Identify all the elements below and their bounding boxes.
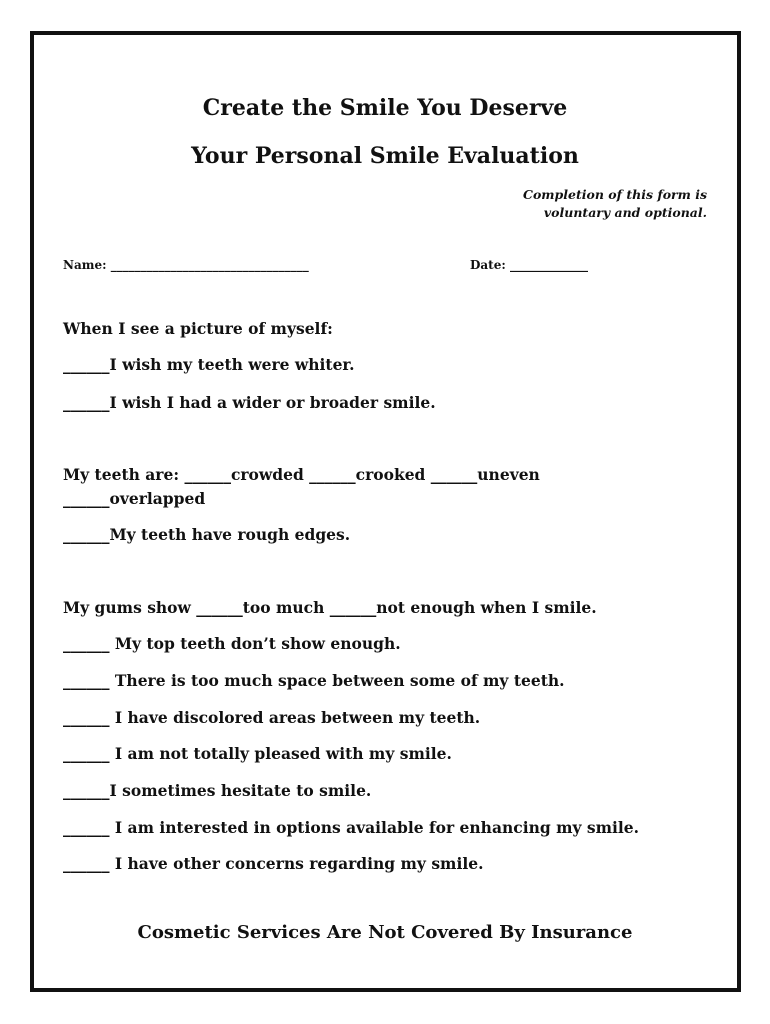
checklist-item[interactable]	[63, 354, 355, 376]
checklist-item[interactable]	[63, 392, 436, 414]
item-text: I sometimes hesitate to smile.	[109, 781, 372, 800]
voluntary-note-line1: Completion of this form is	[523, 187, 707, 202]
item-text: My teeth have rough edges.	[109, 525, 351, 544]
name-field[interactable]	[63, 257, 309, 273]
checklist-item[interactable]	[63, 670, 565, 692]
check-blank[interactable]: ______	[63, 525, 110, 544]
check-blank[interactable]: ______	[63, 671, 110, 690]
check-blank[interactable]: ______	[63, 744, 110, 763]
page-title: Create the Smile You Deserve	[202, 95, 568, 121]
check-blank[interactable]: ______	[63, 393, 110, 412]
name-label: Name:	[63, 258, 111, 272]
item-text: My top teeth don’t show enough.	[109, 634, 401, 653]
voluntary-note-line2: voluntary and optional.	[543, 205, 707, 220]
checklist-item[interactable]	[63, 524, 350, 546]
check-blank[interactable]: ______	[63, 781, 110, 800]
checklist-item[interactable]	[63, 780, 371, 802]
checklist-item[interactable]	[63, 817, 639, 839]
gums-options-line[interactable]: My gums show ______too much ______not enough when I smile.	[63, 598, 597, 617]
check-blank[interactable]: ______	[63, 708, 110, 727]
item-text: I have discolored areas between my teeth.	[109, 708, 481, 727]
teeth-options-line2[interactable]: ______overlapped	[63, 489, 206, 508]
page-subtitle: Your Personal Smile Evaluation	[191, 143, 579, 169]
item-text: There is too much space between some of my teeth.	[109, 671, 565, 690]
check-blank[interactable]: ______	[63, 634, 110, 653]
page-border	[30, 31, 741, 992]
item-text: I am interested in options available for enhancing my smile.	[109, 818, 640, 837]
item-text: I have other concerns regarding my smile.	[109, 854, 484, 873]
section-picture-heading: When I see a picture of myself:	[63, 319, 333, 338]
checklist-item[interactable]	[63, 707, 480, 729]
teeth-options-line[interactable]: My teeth are: ______crowded ______crooked ______uneven	[63, 465, 540, 484]
check-blank[interactable]: ______	[63, 355, 110, 374]
checklist-item[interactable]	[63, 633, 401, 655]
voluntary-note	[467, 186, 707, 222]
insurance-disclaimer: Cosmetic Services Are Not Covered By Insurance	[137, 922, 633, 943]
checklist-item[interactable]	[63, 853, 483, 875]
check-blank[interactable]: ______	[63, 854, 110, 873]
date-blank[interactable]: _____________	[509, 258, 588, 272]
name-blank[interactable]: _________________________________	[110, 258, 309, 272]
date-label: Date:	[470, 258, 510, 272]
checklist-item[interactable]	[63, 743, 452, 765]
item-text: I wish I had a wider or broader smile.	[109, 393, 436, 412]
item-text: I am not totally pleased with my smile.	[109, 744, 452, 763]
date-field[interactable]	[470, 257, 588, 273]
item-text: I wish my teeth were whiter.	[109, 355, 355, 374]
check-blank[interactable]: ______	[63, 818, 110, 837]
